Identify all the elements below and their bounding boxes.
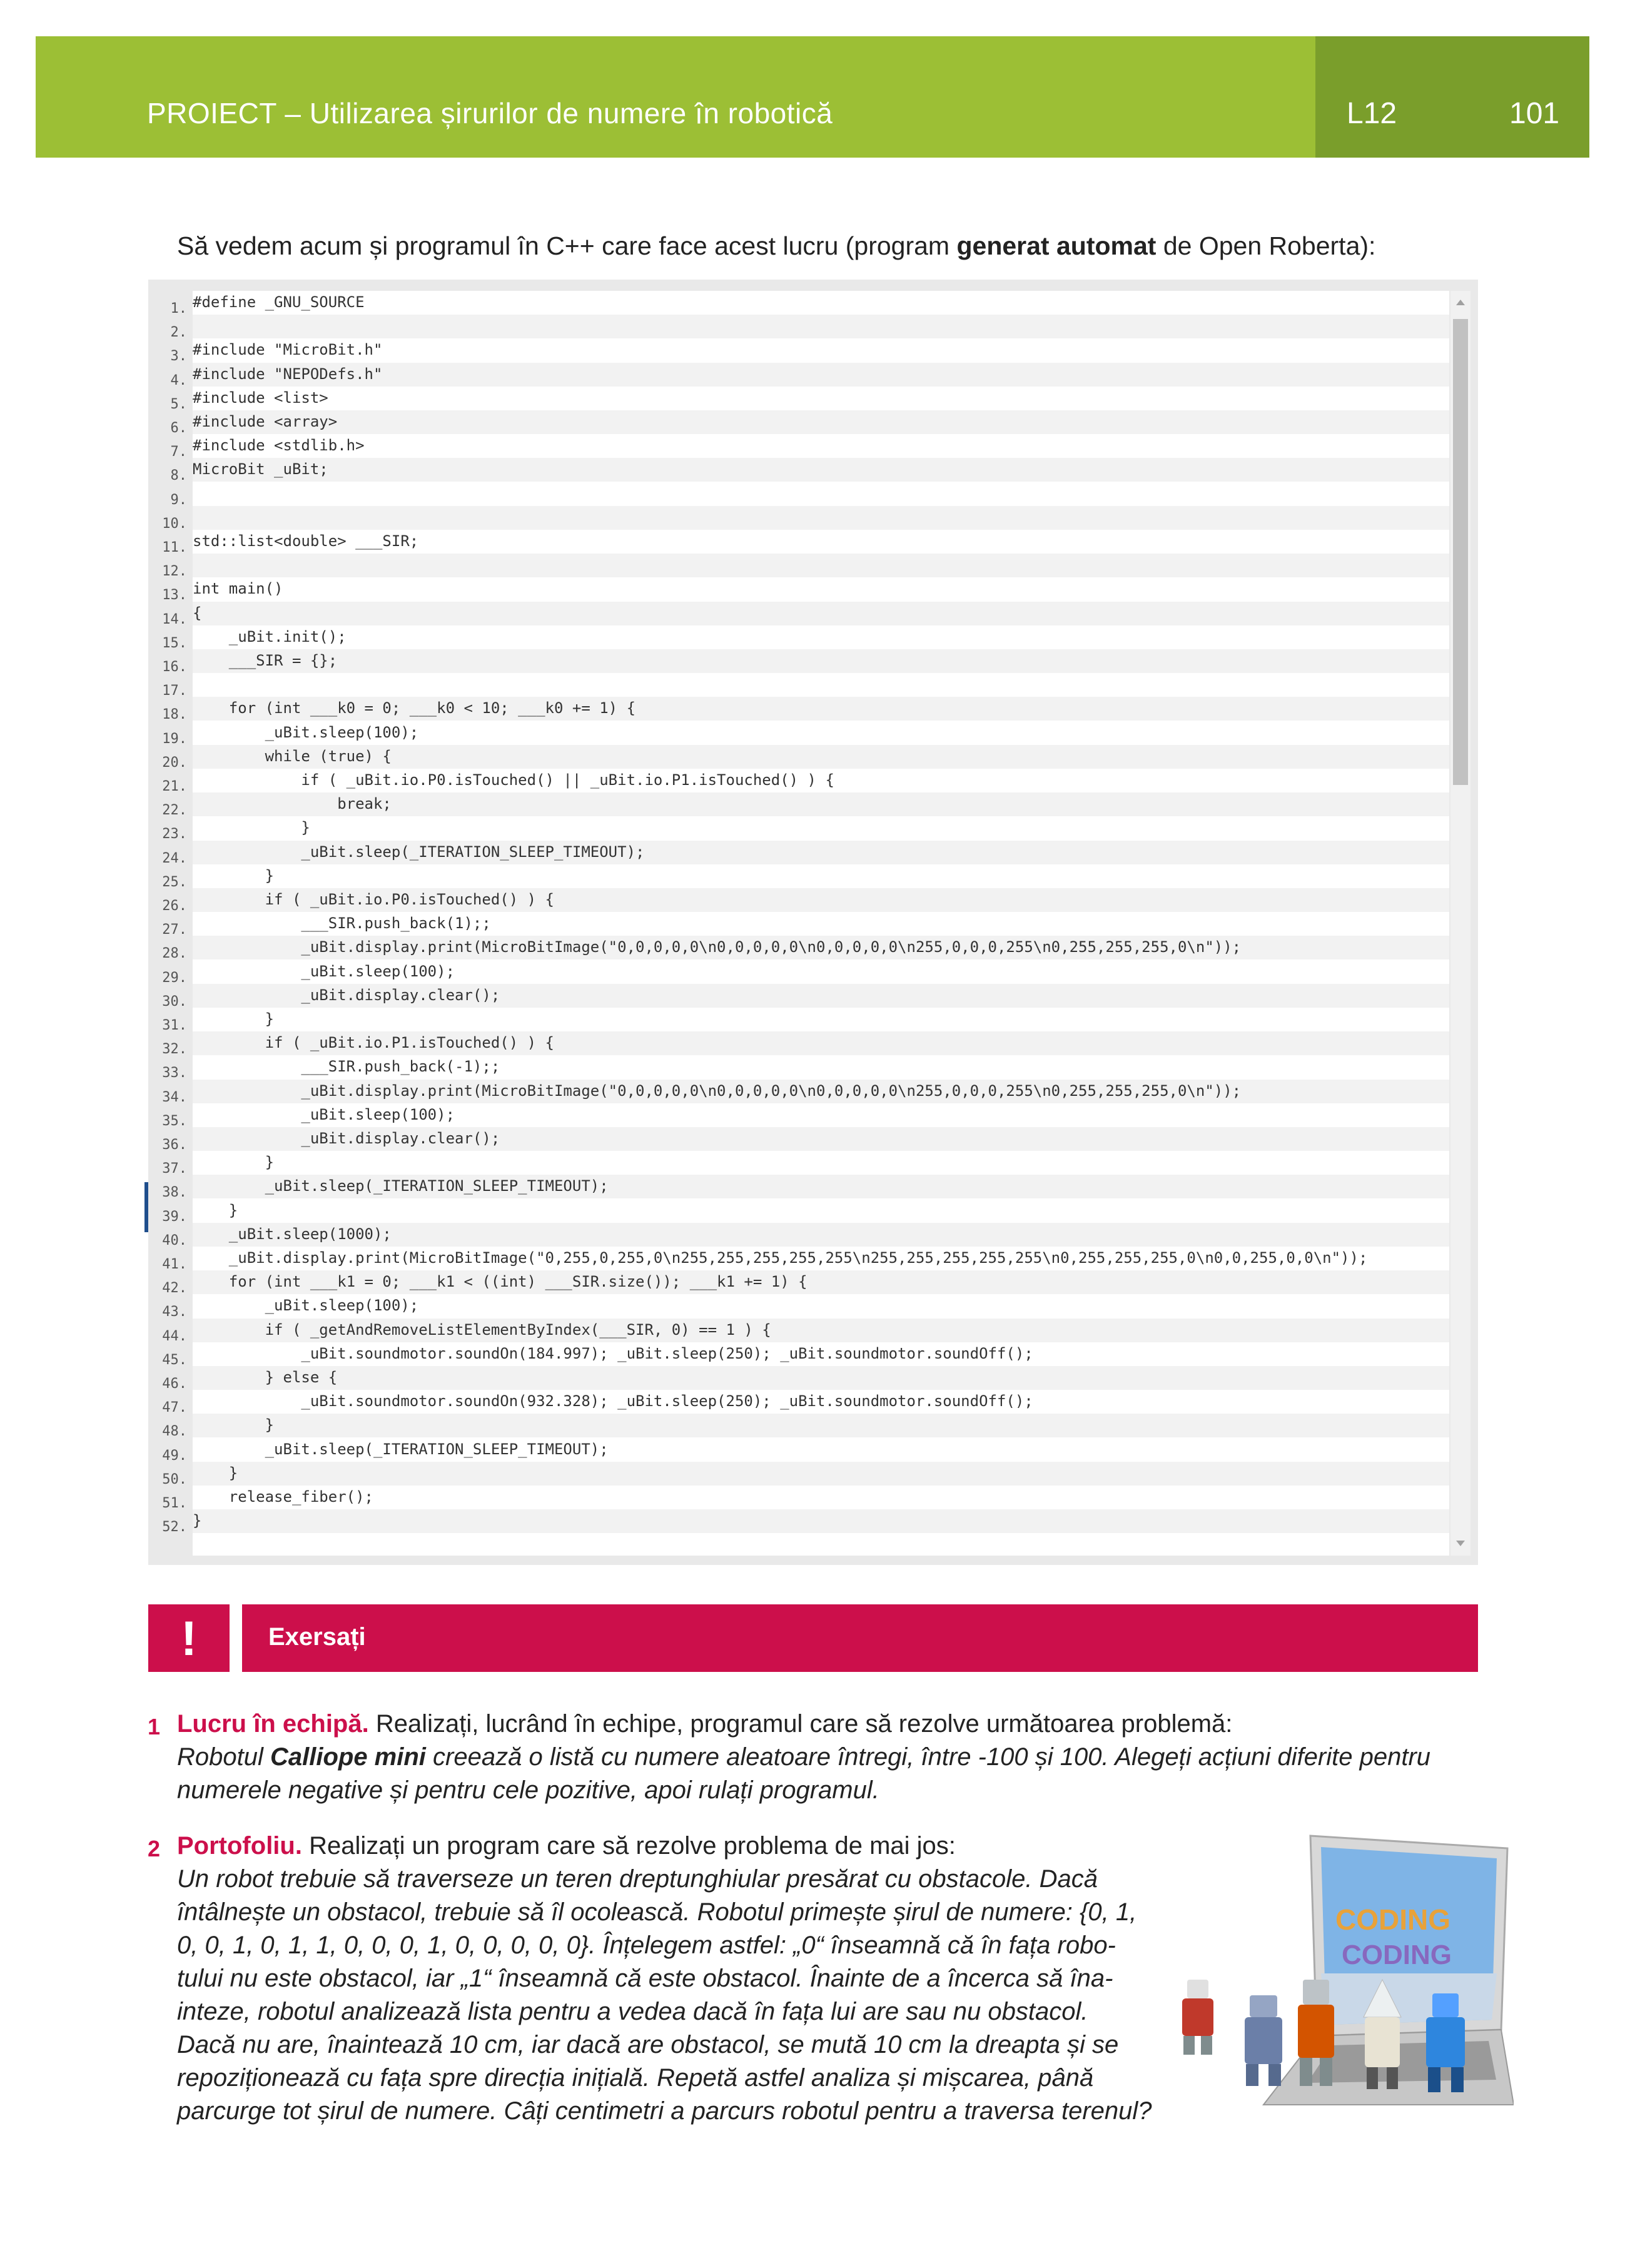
code-editor — [193, 291, 1449, 1556]
line-number: 12. — [162, 564, 187, 580]
line-number: 24. — [162, 850, 187, 866]
intro-paragraph — [177, 231, 1491, 261]
code-line-text: if ( _getAndRemoveListElementByIndex(___SIR, 0) == 1 ) { — [193, 1320, 771, 1339]
line-number: 51. — [162, 1496, 187, 1511]
code-line — [193, 1199, 1449, 1223]
exercise-1-lead: Realizați, lucrând în echipe, programul care să rezolve următoarea problemă: — [368, 1710, 1233, 1738]
line-number: 46. — [162, 1376, 187, 1392]
line-number: 35. — [162, 1113, 187, 1129]
code-line-text: } — [193, 866, 275, 884]
code-line-text: _uBit.sleep(100); — [193, 723, 419, 741]
code-line-text: } — [193, 1010, 275, 1028]
code-line — [193, 1055, 1449, 1079]
exercise-2-lead: Realizați un program care să rezolve problema de mai jos: — [301, 1832, 956, 1860]
line-number: 16. — [162, 659, 187, 675]
exercise-1-lead-line — [177, 1708, 1491, 1741]
line-number: 47. — [162, 1400, 187, 1416]
code-line-text: } — [193, 1416, 275, 1434]
code-line — [193, 387, 1449, 410]
line-number: 8. — [170, 468, 187, 484]
chapter-title: PROIECT – Utilizarea șirurilor de numere în robotică — [147, 97, 833, 129]
code-line — [193, 1080, 1449, 1103]
code-line — [193, 697, 1449, 721]
code-line-text: std::list<double> ___SIR; — [193, 532, 419, 550]
exercise-2-lead-line — [177, 1830, 1165, 1863]
line-number: 15. — [162, 635, 187, 651]
line-number: 25. — [162, 874, 187, 890]
code-line-text: release_fiber(); — [193, 1488, 373, 1506]
line-number: 7. — [170, 444, 187, 460]
intro-text: Să vedem acum și programul în C++ care face acest lucru (program — [177, 231, 957, 260]
code-line-text: if ( _uBit.io.P0.isTouched() || _uBit.io.P1.isTouched() ) { — [193, 771, 834, 789]
line-number: 19. — [162, 731, 187, 747]
line-number: 44. — [162, 1328, 187, 1344]
line-number: 13. — [162, 587, 187, 604]
line-number: 5. — [170, 396, 187, 412]
line-number: 29. — [162, 969, 187, 986]
code-line — [193, 1509, 1449, 1533]
intro-text-end: de Open Roberta): — [1156, 231, 1376, 260]
exercise-banner — [148, 1604, 1478, 1672]
code-line-text: _uBit.sleep(_ITERATION_SLEEP_TIMEOUT); — [193, 843, 645, 861]
code-line-text: _uBit.sleep(_ITERATION_SLEEP_TIMEOUT); — [193, 1177, 609, 1195]
code-line-text: #include "NEPODefs.h" — [193, 365, 383, 383]
line-number: 48. — [162, 1424, 187, 1440]
line-number: 4. — [170, 372, 187, 388]
exercise-1-body-start: Robotul — [177, 1743, 270, 1771]
line-number: 49. — [162, 1447, 187, 1464]
exercise-2-body-line: parcurge tot șirul de numere. Câți centimetri a parcurs robotul pentru a traversa terenul? — [177, 2097, 1152, 2125]
code-line-text: _uBit.sleep(_ITERATION_SLEEP_TIMEOUT); — [193, 1440, 609, 1458]
code-line-text: if ( _uBit.io.P0.isTouched() ) { — [193, 891, 554, 908]
code-line — [193, 506, 1449, 530]
code-line-text: _uBit.soundmotor.soundOn(932.328); _uBit.sleep(250); _uBit.soundmotor.soundOff(); — [193, 1392, 1033, 1410]
exercise-1-head: Lucru în echipă. — [177, 1710, 369, 1738]
code-line — [193, 912, 1449, 936]
line-number: 30. — [162, 993, 187, 1010]
line-number: 32. — [162, 1041, 187, 1058]
code-line-text: _uBit.sleep(1000); — [193, 1225, 392, 1243]
toy-robot-icon — [1182, 1980, 1213, 2055]
code-line — [193, 291, 1449, 315]
code-line — [193, 338, 1449, 362]
exclamation-icon: ! — [181, 1611, 197, 1666]
line-number: 52. — [162, 1519, 187, 1536]
code-line — [193, 1031, 1449, 1055]
code-line — [193, 1438, 1449, 1462]
line-number: 1. — [170, 301, 187, 316]
exercise-2-body-line: Un robot trebuie să traverseze un teren dreptunghiular presărat cu obstacole. Dacă — [177, 1865, 1098, 1893]
code-line-text: ___SIR = {}; — [193, 652, 338, 669]
code-line — [193, 1366, 1449, 1390]
code-line — [193, 625, 1449, 649]
exercise-1-body-bold: Calliope mini — [270, 1743, 426, 1771]
banner-gap — [230, 1604, 242, 1672]
code-line-text: if ( _uBit.io.P1.isTouched() ) { — [193, 1034, 554, 1052]
line-number: 3. — [170, 348, 187, 365]
code-line — [193, 458, 1449, 482]
code-line-text: { — [193, 604, 202, 622]
code-line-text: } else { — [193, 1369, 338, 1386]
line-number: 34. — [162, 1089, 187, 1105]
code-line — [193, 602, 1449, 625]
line-number: 11. — [162, 540, 187, 555]
code-line-text: ___SIR.push_back(1);; — [193, 914, 491, 933]
line-number: 50. — [162, 1471, 187, 1487]
scroll-thumb[interactable] — [1453, 319, 1468, 785]
code-line — [193, 363, 1449, 387]
code-line-text: _uBit.display.print(MicroBitImage("0,0,0,0,0\n0,0,0,0,0\n0,0,0,0,0\n255,0,0,0,255\n0,255,255,255,0\n")); — [193, 938, 1242, 956]
code-line — [193, 410, 1449, 434]
line-number: 14. — [162, 611, 187, 627]
line-number: 18. — [162, 707, 187, 723]
code-line-text: _uBit.display.print(MicroBitImage("0,255,0,255,0\n255,255,255,255,255\n255,255,255,255,255\n0,255,255,255,0\n0,0,255,0,0\n")); — [193, 1249, 1368, 1267]
line-number: 2. — [170, 325, 187, 341]
code-line — [193, 745, 1449, 769]
code-line — [193, 1414, 1449, 1437]
code-line-text: } — [193, 1464, 238, 1482]
code-line — [193, 888, 1449, 912]
code-line-text: } — [193, 1512, 202, 1530]
code-line — [193, 1175, 1449, 1198]
exercise-1-body-end: creează o listă cu numere aleatoare întregi, între -100 și 100. Alegeți acțiuni diferite pentru numerele negative și pentru cele pozitive, apoi rulați programul. — [177, 1743, 1431, 1804]
exercise-title: Exersați — [268, 1623, 366, 1651]
page-header — [36, 36, 1589, 158]
code-line-text: _uBit.sleep(100); — [193, 1105, 455, 1123]
line-number: 28. — [162, 946, 187, 962]
line-number: 37. — [162, 1161, 187, 1177]
lesson-label: L12 — [1347, 97, 1397, 130]
code-line — [193, 1486, 1449, 1509]
exercise-2-body-line: inteze, robotul analizează lista pentru a vedea dacă în fața lui are sau nu obstacol. — [177, 1998, 1088, 2025]
code-line-text: _uBit.display.clear(); — [193, 1130, 500, 1147]
line-number: 9. — [170, 492, 187, 508]
toy-robot-icon — [1245, 1995, 1282, 2086]
exercise-2-body-line: întâlnește un obstacol, trebuie să îl ocolească. Robotul primește șirul de numere: {0, 1, — [177, 1898, 1137, 1926]
page-number: 101 — [1509, 97, 1560, 130]
intro-bold: generat automat — [956, 231, 1157, 260]
line-number: 41. — [162, 1257, 187, 1272]
line-number: 40. — [162, 1232, 187, 1248]
code-line-text: #include "MicroBit.h" — [193, 341, 383, 359]
code-line-text: int main() — [193, 580, 283, 598]
exercise-title-box — [242, 1604, 1478, 1672]
code-line-text: #include <list> — [193, 388, 328, 407]
code-line-text: _uBit.sleep(100); — [193, 962, 455, 980]
exercise-1 — [177, 1708, 1491, 1807]
code-line — [193, 1127, 1449, 1151]
line-number: 43. — [162, 1304, 187, 1320]
code-scrollbar[interactable] — [1450, 291, 1471, 1556]
exercise-2-body-line: Dacă nu are, înaintează 10 cm, iar dacă are obstacol, se mută 10 cm la dreapta și se — [177, 2031, 1119, 2058]
code-line — [193, 1294, 1449, 1318]
header-lesson-box — [1315, 36, 1589, 158]
code-line — [193, 984, 1449, 1008]
line-number: 33. — [162, 1065, 187, 1081]
code-line — [193, 816, 1449, 840]
code-line-text: } — [193, 819, 310, 837]
code-line — [193, 721, 1449, 745]
screen-word: CODING — [1335, 1903, 1450, 1936]
exercise-1-number: 1 — [148, 1714, 161, 1739]
code-line-text: _uBit.soundmotor.soundOn(184.997); _uBit.sleep(250); _uBit.soundmotor.soundOff(); — [193, 1344, 1033, 1362]
line-number: 38. — [162, 1185, 187, 1201]
code-line-text: } — [193, 1201, 238, 1219]
code-line — [193, 960, 1449, 984]
code-line-text: } — [193, 1153, 275, 1172]
scroll-up-arrow-icon[interactable] — [1450, 291, 1471, 312]
code-line-text: ___SIR.push_back(-1);; — [193, 1058, 500, 1076]
line-number: 10. — [162, 515, 187, 532]
code-line — [193, 1270, 1449, 1294]
exercise-2-body — [177, 1863, 1165, 2128]
code-line — [193, 530, 1449, 554]
code-panel — [148, 280, 1478, 1565]
code-line — [193, 1342, 1449, 1366]
code-line-text: for (int ___k0 = 0; ___k0 < 10; ___k0 += 1) { — [193, 699, 636, 717]
code-line-text: MicroBit _uBit; — [193, 460, 328, 478]
code-line-text: #include <array> — [193, 413, 338, 430]
exercise-2-number: 2 — [148, 1836, 161, 1861]
laptop-robots-illustration — [1176, 1830, 1514, 2130]
code-line-text: #define _GNU_SOURCE — [193, 293, 365, 311]
line-number: 22. — [162, 802, 187, 819]
line-number: 17. — [162, 683, 187, 699]
code-line — [193, 482, 1449, 506]
margin-marker — [144, 1182, 148, 1232]
exercise-2 — [177, 1830, 1165, 2128]
code-line-text: _uBit.init(); — [193, 627, 347, 645]
code-line-text: for (int ___k1 = 0; ___k1 < ((int) ___SIR.size()); ___k1 += 1) { — [193, 1273, 807, 1291]
line-number: 39. — [162, 1208, 187, 1225]
code-line — [193, 673, 1449, 697]
code-line — [193, 792, 1449, 816]
line-number: 20. — [162, 754, 187, 771]
code-line — [193, 1390, 1449, 1414]
code-line — [193, 1103, 1449, 1127]
exercise-2-body-line: repoziționează cu fața spre direcția inițială. Repetă astfel analiza și mișcarea, până — [177, 2064, 1094, 2092]
line-number: 42. — [162, 1280, 187, 1297]
exercise-2-head: Portofoliu. — [177, 1832, 302, 1860]
scroll-down-arrow-icon[interactable] — [1450, 1534, 1471, 1556]
code-line — [193, 936, 1449, 959]
code-line — [193, 434, 1449, 458]
exercise-2-body-line: 0, 0, 1, 0, 1, 1, 0, 0, 0, 1, 0, 0, 0, 0, 0}. Înțelegem astfel: „0“ înseamnă că în fața robo- — [177, 1931, 1116, 1959]
line-number: 31. — [162, 1018, 187, 1033]
code-line-text: while (true) { — [193, 747, 392, 765]
line-number: 26. — [162, 898, 187, 914]
code-line-text: _uBit.sleep(100); — [193, 1297, 419, 1315]
line-number: 21. — [162, 779, 187, 794]
code-line-text: #include <stdlib.h> — [193, 437, 365, 455]
code-line — [193, 864, 1449, 888]
exercise-2-body-line: tului nu este obstacol, iar „1“ înseamnă că este obstacol. Înainte de a încerca să îna- — [177, 1965, 1113, 1992]
code-line — [193, 1008, 1449, 1031]
code-line — [193, 1223, 1449, 1247]
screen-word-2: CODING — [1342, 1940, 1452, 1970]
code-line — [193, 1151, 1449, 1175]
line-number: 36. — [162, 1137, 187, 1153]
exclamation-box — [148, 1604, 230, 1672]
code-line — [193, 577, 1449, 601]
line-number: 45. — [162, 1352, 187, 1368]
code-line — [193, 1533, 1449, 1557]
code-line-text: break; — [193, 795, 392, 813]
code-line — [193, 841, 1449, 864]
code-line — [193, 1462, 1449, 1486]
code-line-text: _uBit.display.clear(); — [193, 986, 500, 1004]
code-line — [193, 554, 1449, 577]
line-number: 6. — [170, 420, 187, 436]
exercise-1-body — [177, 1741, 1491, 1807]
code-line — [193, 1319, 1449, 1342]
code-line-text: _uBit.display.print(MicroBitImage("0,0,0,0,0\n0,0,0,0,0\n0,0,0,0,0\n255,0,0,0,255\n0,255,255,255,0\n")); — [193, 1081, 1242, 1100]
line-number: 23. — [162, 826, 187, 843]
code-line — [193, 649, 1449, 673]
code-line — [193, 315, 1449, 338]
line-number: 27. — [162, 922, 187, 938]
code-line — [193, 1247, 1449, 1270]
code-line — [193, 769, 1449, 792]
